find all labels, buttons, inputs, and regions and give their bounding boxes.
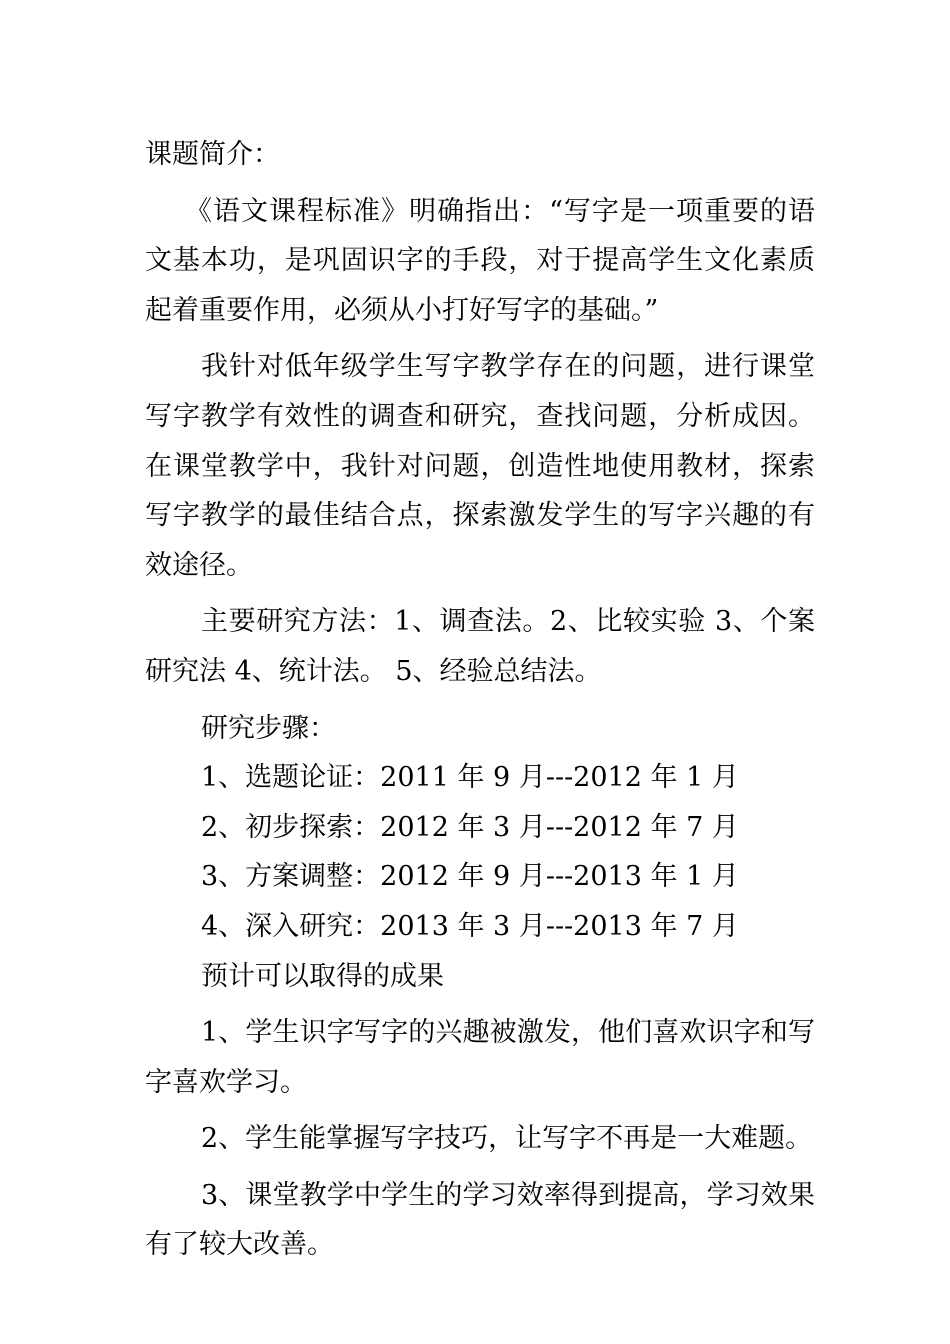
- steps-heading: 研究步骤：: [201, 712, 336, 744]
- section-heading: 课题简介：: [145, 139, 280, 170]
- methods-paragraph: 主要研究方法：1、调查法。2、比较实验 3、个案研究法 4、统计法。 5、经验总结法。: [145, 606, 815, 687]
- outcome-item: 1、学生识字写字的兴趣被激发，他们喜欢识字和写字喜欢学习。: [145, 1017, 815, 1098]
- outcome-item: 3、课堂教学中学生的学习效率得到提高，学习效果有了较大改善。: [145, 1179, 815, 1261]
- standard-quote-paragraph: 《语文课程标准》明确指出：“写字是一项重要的语文基本功，是巩固识字的手段，对于提高学生文化素质起着重要作用，必须从小打好写字的基础。”: [145, 195, 815, 326]
- background-paragraph: 我针对低年级学生写字教学存在的问题，进行课堂写字教学有效性的调查和研究，查找问题，分析成因。在课堂教学中，我针对问题，创造性地使用教材，探索写字教学的最佳结合点，探索激发学生的写字兴趣的有效途径。: [145, 351, 815, 581]
- step-item: 3、方案调整：2012 年 9 月---2013 年 1 月: [201, 861, 739, 893]
- step-item: 4、深入研究：2013 年 3 月---2013 年 7 月: [201, 910, 739, 942]
- outcome-item: 2、学生能掌握写字技巧，让写字不再是一大难题。: [201, 1123, 813, 1155]
- document-body: [145, 130, 815, 1270]
- step-item: 1、选题论证：2011 年 9 月---2012 年 1 月: [201, 762, 739, 794]
- step-item: 2、初步探索：2012 年 3 月---2012 年 7 月: [201, 811, 739, 843]
- outcomes-heading: 预计可以取得的成果: [201, 960, 444, 992]
